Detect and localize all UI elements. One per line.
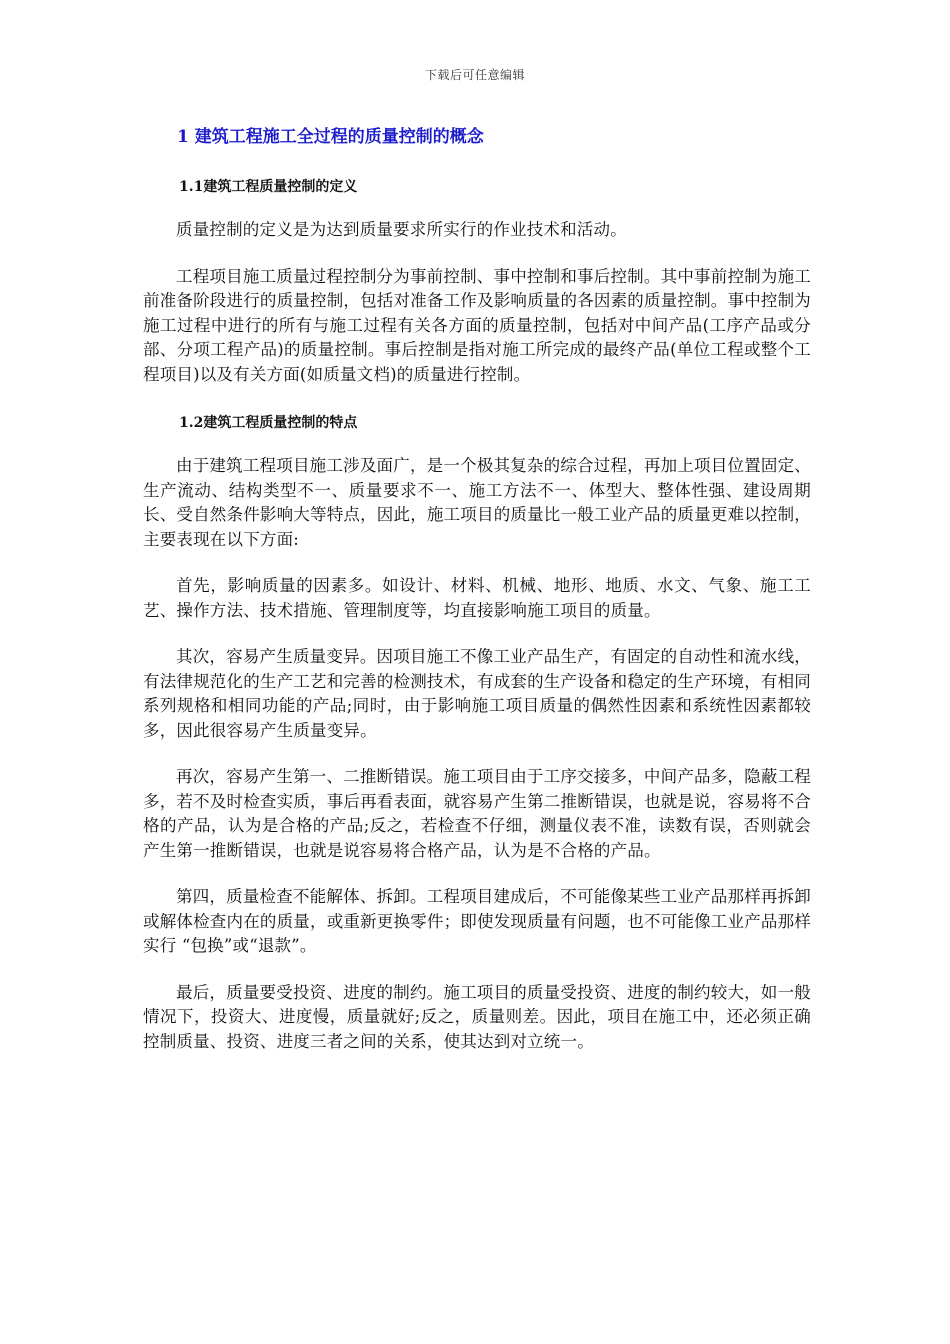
subsection-heading-1-2: 1.2建筑工程质量控制的特点 <box>179 415 358 431</box>
paragraph: 由于建筑工程项目施工涉及面广，是一个极其复杂的综合过程，再加上项目位置固定、生产流动、结构类型不一、质量要求不一、施工方法不一、体型大、整体性强、建设周期长、受自然条件影响大等特点，因此，施工项目的质量比一般工业产品的质量更难以控制，主要表现在以下方面: <box>143 456 811 549</box>
paragraph: 首先，影响质量的因素多。如设计、材料、机械、地形、地质、水文、气象、施工工艺、操作方法、技术措施、管理制度等，均直接影响施工项目的质量。 <box>143 576 811 620</box>
subsection-heading-1-1: 1.1建筑工程质量控制的定义 <box>179 179 358 195</box>
paragraph: 再次，容易产生第一、二推断错误。施工项目由于工序交接多，中间产品多，隐蔽工程多，若不及时检查实质，事后再看表面，就容易产生第二推断错误，也就是说，容易将不合格的产品，认为是合格的产品;反之，若检查不仔细，测量仪表不准，读数有误，否则就会产生第一推断错误，也就是说容易将合格产品，认为是不合格的产品。 <box>143 767 811 860</box>
paragraph: 工程项目施工质量过程控制分为事前控制、事中控制和事后控制。其中事前控制为施工前准备阶段进行的质量控制，包括对准备工作及影响质量的各因素的质量控制。事中控制为施工过程中进行的所有与施工过程有关各方面的质量控制，包括对中间产品(工序产品或分部、分项工程产品)的质量控制。事后控制是指对施工所完成的最终产品(单位工程或整个工程项目)以及有关方面(如质量文档)的质量进行控制。 <box>143 266 811 384</box>
document-body <box>143 124 811 1054</box>
paragraph: 第四，质量检查不能解体、拆卸。工程项目建成后，不可能像某些工业产品那样再拆卸或解体检查内在的质量，或重新更换零件；即使发现质量有问题，也不可能像工业产品那样实行 “包换”或“退款”。 <box>143 887 811 955</box>
header-note: 下载后可任意编辑 <box>424 68 525 82</box>
section-heading: 1 建筑工程施工全过程的质量控制的概念 <box>177 127 484 147</box>
paragraph: 最后，质量要受投资、进度的制约。施工项目的质量受投资、进度的制约较大，如一般情况下，投资大、进度慢，质量就好;反之，质量则差。因此，项目在施工中，还必须正确控制质量、投资、进度三者之间的关系，使其达到对立统一。 <box>143 982 811 1051</box>
paragraph: 质量控制的定义是为达到质量要求所实行的作业技术和活动。 <box>176 220 627 239</box>
paragraph: 其次，容易产生质量变异。因项目施工不像工业产品生产，有固定的自动性和流水线，有法律规范化的生产工艺和完善的检测技术，有成套的生产设备和稳定的生产环境，有相同系列规格和相同功能的产品;同时，由于影响施工项目质量的偶然性因素和系统性因素都较多，因此很容易产生质量变异。 <box>143 647 811 740</box>
